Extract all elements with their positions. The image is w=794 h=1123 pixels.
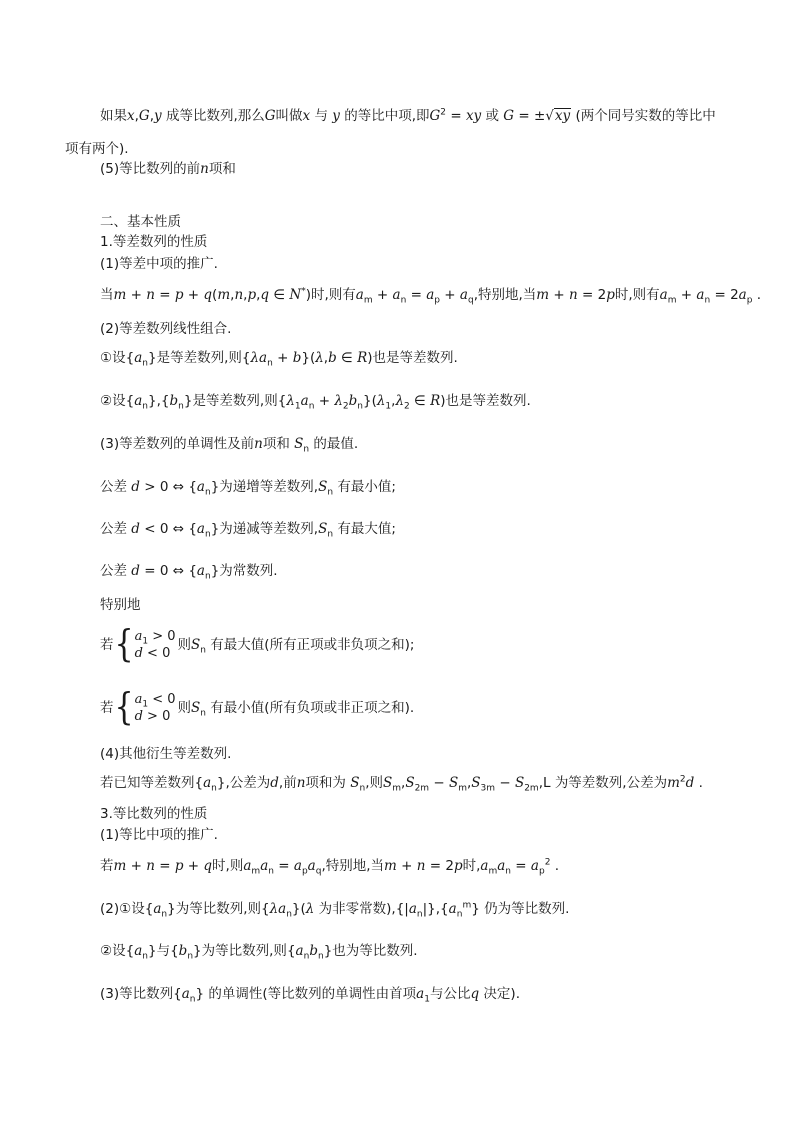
arithmetic-mean-generalization: (1)等差中项的推广. [100, 256, 218, 272]
section-basic-properties: 二、基本性质 [100, 214, 181, 230]
max-condition: 若{ $a_1 > 0$ d < 0 则$S_n$ 有最大值(所有正项或非负项之和); [100, 622, 415, 667]
geometric-properties-heading: 3.等比数列的性质 [100, 806, 208, 822]
arithmetic-mean-formula: 当m + n = p + q(m,n,p,q ∈ N*)时,则有$a_m + a_n = a_p + a_q$,特别地,当m + n = 2p时,则有$a_m + a_n = 2a_p$ . [100, 286, 762, 306]
constant-case: 公差 d = 0 ⇔ $\{a_n\}$为常数列. [100, 563, 278, 582]
linear-combination-2: ②设$\{a_n\},\{b_n\}$是等差数列,则$\{\lambda_1a_n + \lambda_2b_n\}(\lambda_1,\lambda_2$ ∈ R)也是等差数列. [100, 393, 531, 412]
geometric-mean-definition: 如果x,G,y 成等比数列,那么G叫做x 与 y 的等比中项,即$G^2$ = xy 或 G = ±√xy (两个同号实数的等比中 [100, 107, 716, 124]
derived-sequence-heading: (4)其他衍生等差数列. [100, 746, 232, 762]
derived-sequence-text: 若已知等差数列$\{a_n\}$,公差为d,前n项和为 $S_n$,则$S_m,S_{2m} - S_m,S_{3m} - S_{2m},L$ 为等差数列,公差为$m^2d$ . [100, 774, 703, 794]
linear-combination-1: ①设$\{a_n\}$是等差数列,则$\{\lambda a_n + b\}(\lambda,b$ ∈ R)也是等差数列. [100, 350, 458, 369]
arithmetic-properties-heading: 1.等差数列的性质 [100, 234, 208, 250]
geometric-derived-1: (2)①设$\{a_n\}$为等比数列,则$\{\lambda a_n\}(\lambda$ 为非零常数)$,\{|a_n|\},\{a_n^m\}$ 仍为等比数列. [100, 900, 570, 920]
geometric-monotonicity: (3)等比数列$\{a_n\}$ 的单调性(等比数列的单调性由首项$a_1$与公比q 决定). [100, 986, 520, 1005]
geometric-sum-heading: (5)等比数列的前n项和 [100, 161, 236, 177]
increasing-case: 公差 d > 0 ⇔ $\{a_n\}$为递增等差数列$,S_n$ 有最小值; [100, 479, 396, 498]
min-condition: 若{ $a_1 < 0$ d > 0 则$S_n$ 有最小值(所有负项或非正项之和). [100, 685, 415, 730]
decreasing-case: 公差 d < 0 ⇔ $\{a_n\}$为递减等差数列$,S_n$ 有最大值; [100, 521, 396, 540]
geometric-derived-2: ②设$\{a_n\}$与$\{b_n\}$为等比数列,则$\{a_nb_n\}$也为等比数列. [100, 943, 418, 962]
geometric-mean-formula: 若m + n = p + q时,则$a_ma_n = a_pa_q$,特别地,当m + n = 2p时$,a_ma_n = a_p^2$ . [100, 857, 560, 877]
geometric-mean-generalization: (1)等比中项的推广. [100, 827, 218, 843]
special-heading: 特别地 [100, 597, 141, 613]
linear-combination-heading: (2)等差数列线性组合. [100, 321, 232, 337]
geometric-mean-continuation: 项有两个). [65, 141, 129, 157]
monotonicity-heading: (3)等差数列的单调性及前n项和 $S_n$ 的最值. [100, 436, 359, 455]
